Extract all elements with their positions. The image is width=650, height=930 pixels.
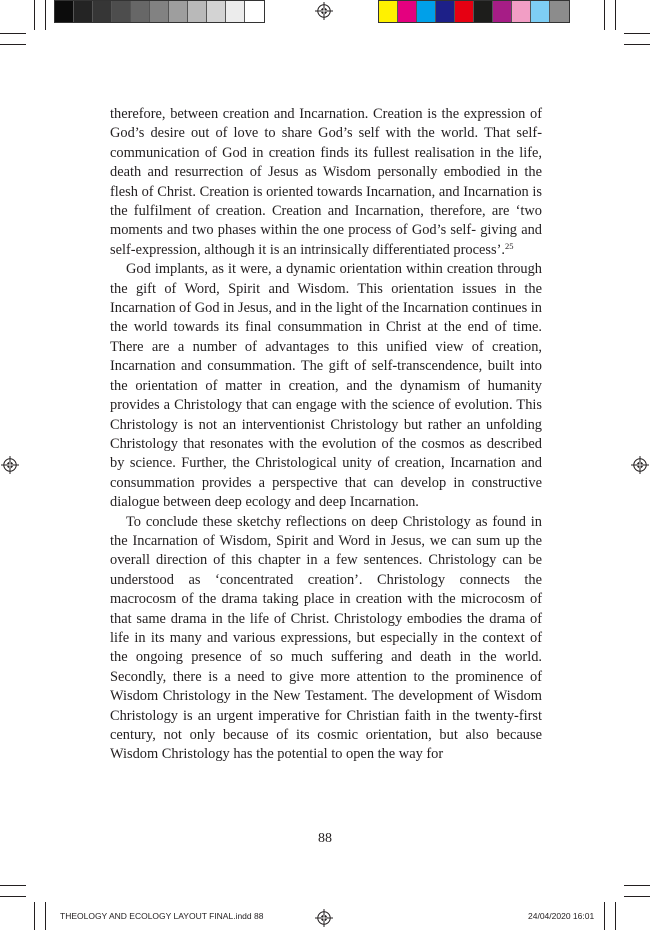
crop-mark: [0, 33, 26, 34]
crop-mark: [624, 33, 650, 34]
paragraph-text: therefore, between creation and Incarnation. Creation is the expression of God’s desire out of love to share God’s self with the world. That self-communication of God in creation finds its fullest realisation in the life, death and resurrection of Jesus as Wisdom personally embodied in the flesh of Christ. Creation is oriented towards Incarnation, and Incarnation is the fulfilment of creation. Creation and Incarnation, therefore, are ‘two moments and two phases within the one process of God’s self- giving and self-expression, although it is an intrinsically differentiated process’.: [110, 106, 542, 258]
crop-mark: [604, 0, 605, 30]
color-swatch: [455, 1, 474, 22]
crop-mark: [604, 902, 605, 930]
color-swatch: [207, 1, 226, 22]
grayscale-color-bar: [54, 0, 265, 23]
registration-mark-icon: [631, 456, 649, 474]
process-color-bar: [378, 0, 570, 23]
color-swatch: [245, 1, 264, 22]
color-swatch: [112, 1, 131, 22]
crop-mark: [0, 896, 26, 897]
slug-datetime: 24/04/2020 16:01: [528, 911, 595, 921]
slug-filename: THEOLOGY AND ECOLOGY LAYOUT FINAL.indd 88: [60, 911, 264, 921]
color-swatch: [169, 1, 188, 22]
crop-mark: [34, 902, 35, 930]
paragraph: [110, 105, 542, 260]
paragraph: God implants, as it were, a dynamic orientation within creation through the gift of Word, Spirit and Wisdom. This orientation issues in the Incarnation of God in Jesus, and in the light of the Incarnation continues in the world towards its final consummation in Christ at the end of time. There are a number of advantages to this unified view of creation, Incarnation and consummation. The gift of self-transcendence, built into the orientation of matter in creation, and the dynamism of humanity provides a Christology that can engage with the science of evolution. This Christology is not an interventionist Christology but rather an unfolding Christology that resonates with the evolution of the cosmos as described by science. Further, the Christological unity of creation, Incarnation and consummation provides a perspective that can develop in constructive dialogue between deep ecology and deep Incarnation.: [110, 261, 542, 511]
crop-mark: [45, 902, 46, 930]
color-swatch: [398, 1, 417, 22]
crop-mark: [615, 902, 616, 930]
color-swatch: [436, 1, 455, 22]
registration-mark-icon: [315, 909, 333, 927]
color-swatch: [512, 1, 531, 22]
color-swatch: [55, 1, 74, 22]
crop-mark: [624, 885, 650, 886]
color-swatch: [188, 1, 207, 22]
crop-mark: [0, 44, 26, 45]
crop-mark: [624, 44, 650, 45]
color-swatch: [379, 1, 398, 22]
color-swatch: [226, 1, 245, 22]
crop-mark: [624, 896, 650, 897]
footnote-reference: 25: [504, 240, 514, 251]
color-swatch: [493, 1, 512, 22]
color-swatch: [531, 1, 550, 22]
color-swatch: [417, 1, 436, 22]
crop-mark: [45, 0, 46, 30]
crop-mark: [34, 0, 35, 30]
color-swatch: [74, 1, 93, 22]
color-swatch: [93, 1, 112, 22]
page-number: 88: [318, 831, 332, 846]
crop-mark: [615, 0, 616, 30]
color-swatch: [474, 1, 493, 22]
color-swatch: [150, 1, 169, 22]
registration-mark-icon: [315, 2, 333, 20]
paragraph: To conclude these sketchy reflections on deep Christology as found in the Incarnation of Wisdom, Spirit and Word in Jesus, we can sum up the overall direction of this chapter in a few sentences. Christology can be understood as ‘concentrated creation’. Christology connects the macrocosm of the drama taking place in creation with the microcosm of that same drama in the life of Christ. Christology embodies the drama of life in its many and various expressions, but especially in the context of the ongoing presence of so much suffering and death in the world. Secondly, there is a need to give more attention to the prominence of Wisdom Christology in the New Testament. The development of Wisdom Christology is an urgent imperative for Christian faith in the twenty-first century, not only because of its cosmic orientation, but also because Wisdom Christology has the potential to open the way for: [110, 513, 542, 763]
registration-mark-icon: [1, 456, 19, 474]
crop-mark: [0, 885, 26, 886]
body-text: [110, 105, 542, 765]
color-swatch: [131, 1, 150, 22]
color-swatch: [550, 1, 569, 22]
